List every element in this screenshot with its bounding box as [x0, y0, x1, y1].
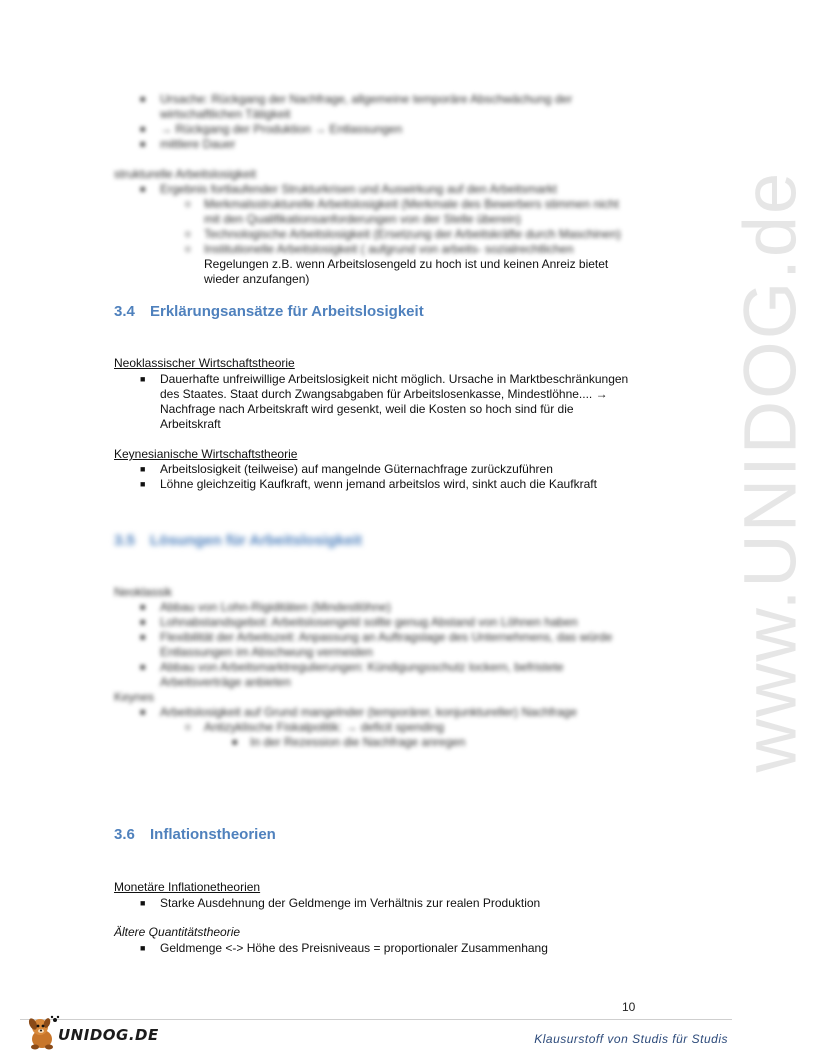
logo-wordmark: UNIDOG.DE: [58, 1026, 159, 1044]
neoclassic-line-3: Nachfrage nach Arbeitskraft wird gesenkt, weil die Kosten so hoch sind für die: [160, 402, 574, 416]
blurred-text-line: Ursache: Rückgang der Nachfrage, allgemeine temporäre Abschwächung der: [160, 92, 573, 106]
unidog-logo: [22, 1012, 162, 1052]
bullet-square-icon: ■: [140, 374, 146, 384]
page-number: 10: [622, 1000, 636, 1014]
section-title: Lösungen für Arbeitslosigkeit: [150, 532, 362, 549]
blurred-text-line: Entlassungen im Abschwung vermeiden: [160, 645, 373, 659]
quantity-theory-heading: Ältere Quantitätstheorie: [114, 925, 241, 939]
blurred-text-line: Arbeitsverträge anbieten: [160, 675, 291, 689]
bullet-circle-icon: o: [185, 199, 191, 210]
blurred-text-line: In der Rezession die Nachfrage anregen: [250, 735, 466, 749]
blurred-text-line: → Rückgang der Produktion → Entlassungen: [160, 122, 403, 136]
top-continuation-line-1: Regelungen z.B. wenn Arbeitslosengeld zu hoch ist und keinen Anreiz bietet: [204, 257, 609, 271]
bullet-square-icon: ■: [140, 94, 146, 104]
bullet-circle-icon: o: [185, 722, 191, 733]
blurred-text-line: Abbau von Lohn-Rigiditäten (Mindestlöhne): [160, 600, 391, 614]
blurred-text-line: mit den Qualifikationsanforderungen von der Stelle überein): [204, 212, 521, 226]
neoclassic-line-1: Dauerhafte unfreiwillige Arbeitslosigkeit nicht möglich. Ursache in Marktbeschränkungen: [160, 372, 629, 386]
blurred-text-line: Merkmalsstrukturelle Arbeitslosigkeit (Merkmale des Bewerbers stimmen nicht: [204, 197, 619, 211]
monetary-heading: Monetäre Inflationetheorien: [114, 880, 261, 894]
blurred-text-line: Ergebnis fortlaufender Strukturkrisen und Auswirkung auf den Arbeitsmarkt: [160, 182, 557, 196]
blurred-subheading: strukturelle Arbeitslosigkeit: [114, 167, 257, 181]
blurred-text-line: Arbeitslosigkeit auf Grund mangelnder (temporärer, konjunktureller) Nachfrage: [160, 705, 577, 719]
bullet-square-icon: ■: [140, 617, 146, 627]
blurred-text-line: Abbau von Arbeitsmarktregulierungen: Kündigungsschutz lockern, befristete: [160, 660, 564, 674]
neoclassic-line-2: des Staates. Staat durch Zwangsabgaben für Arbeitslosenkasse, Mindestlöhne.... →: [160, 387, 608, 401]
bullet-circle-icon: o: [185, 244, 191, 255]
quantity-theory-item-1: Geldmenge <-> Höhe des Preisniveaus = proportionaler Zusammenhang: [160, 941, 548, 955]
keynesian-item-1: Arbeitslosigkeit (teilweise) auf mangelnde Güternachfrage zurückzuführen: [160, 462, 553, 476]
bullet-square-icon: ■: [140, 139, 146, 149]
bullet-square-icon: ■: [140, 124, 146, 134]
bullet-square-icon: ■: [232, 737, 238, 747]
blurred-subheading: Neoklassik: [114, 585, 173, 599]
blurred-text-line: mittlere Dauer: [160, 137, 236, 151]
bullet-square-icon: ■: [140, 898, 146, 908]
keynesian-item-2: Löhne gleichzeitig Kaufkraft, wenn jemand arbeitslos wird, sinkt auch die Kaufkraft: [160, 477, 597, 491]
neoclassic-line-4: Arbeitskraft: [160, 417, 221, 431]
bullet-square-icon: ■: [140, 184, 146, 194]
section-heading-3-6: [114, 826, 276, 843]
blurred-text-line: wirtschaftlichen Tätigkeit: [160, 107, 291, 121]
top-continuation-line-2: wieder anzufangen): [204, 272, 310, 286]
watermark: www.UNIDOG.de: [728, 170, 812, 773]
section-heading-3-4: [114, 303, 424, 320]
bullet-square-icon: ■: [140, 707, 146, 717]
blurred-text-line: Antizyklische Fiskalpolitik: → deficit spending: [204, 720, 445, 734]
bullet-square-icon: ■: [140, 632, 146, 642]
footer-tagline: Klausurstoff von Studis für Studis: [534, 1032, 728, 1046]
monetary-item-1: Starke Ausdehnung der Geldmenge im Verhältnis zur realen Produktion: [160, 896, 541, 910]
section-number: 3.5: [114, 532, 135, 549]
section-number: 3.4: [114, 303, 135, 320]
blurred-text-line: Technologische Arbeitslosigkeit (Ersetzung der Arbeitskräfte durch Maschinen): [204, 227, 621, 241]
bullet-square-icon: ■: [140, 479, 146, 489]
bullet-square-icon: ■: [140, 662, 146, 672]
bullet-square-icon: ■: [140, 464, 146, 474]
blurred-text-line: Flexibilität der Arbeitszeit: Anpassung an Auftragslage des Unternehmens, das würde: [160, 630, 613, 644]
keynesian-heading: Keynesianische Wirtschaftstheorie: [114, 447, 298, 461]
neoclassic-heading: Neoklassischer Wirtschaftstheorie: [114, 356, 295, 370]
section-title: Erklärungsansätze für Arbeitslosigkeit: [150, 303, 424, 320]
bullet-square-icon: ■: [140, 602, 146, 612]
section-number: 3.6: [114, 826, 135, 843]
blurred-text-line: Lohnabstandsgebot: Arbeitslosengeld sollte genug Abstand von Löhnen haben: [160, 615, 578, 629]
bullet-square-icon: ■: [140, 943, 146, 953]
dog-mascot-icon: [22, 1012, 62, 1052]
blurred-text-line: Institutionelle Arbeitslosigkeit ( aufgrund von arbeits- sozialrechtlichen: [204, 242, 574, 256]
section-title: Inflationstheorien: [150, 826, 276, 843]
bullet-circle-icon: o: [185, 229, 191, 240]
section-heading-3-5: [114, 532, 362, 549]
blurred-subheading: Keynes: [114, 690, 155, 704]
